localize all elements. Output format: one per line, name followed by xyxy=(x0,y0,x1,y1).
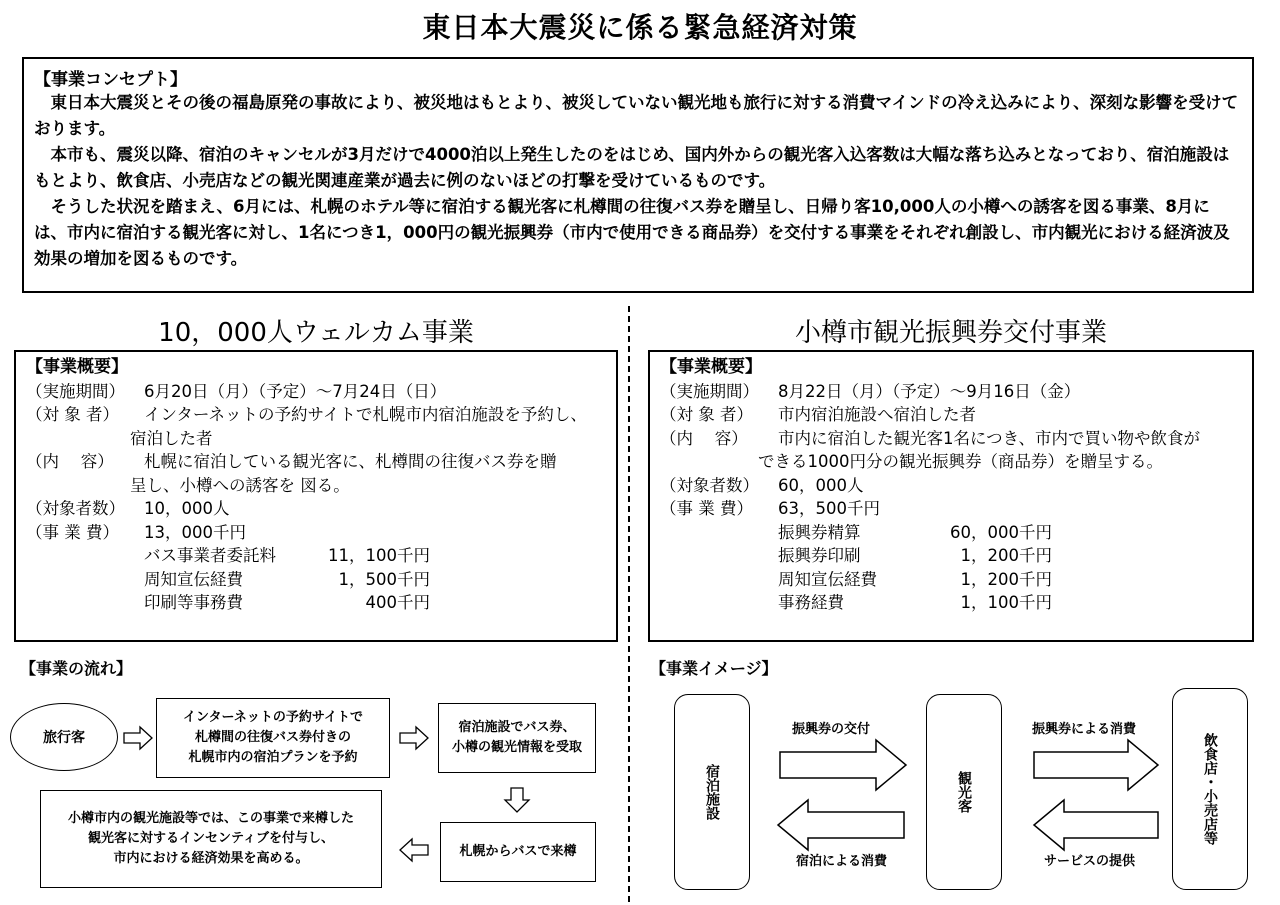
left-overview-heading: 【事業概要】 xyxy=(26,357,128,377)
concept-paragraph-3: そうした状況を踏まえ、6月には、札幌のホテル等に宿泊する観光客に札樽間の往復バス券を贈呈し、日帰り客10,000人の小樽への誘客を図る事業、8月には、市内に宿泊する観光客に対し、1名につき1，000円の観光振興券（市内で使用できる商品券）を交付する事業をそれぞれ創設し、市内観光における経済波及効果の増加を図るものです。 xyxy=(34,197,1230,268)
right-item-amount: 1，200千円 xyxy=(960,546,1052,565)
right-item-name: 事務経費 xyxy=(778,593,844,612)
left-period: 6月20日（月）（予定）～7月24日（日） xyxy=(144,381,447,401)
left-count-label: （対象者数） xyxy=(26,499,125,518)
right-cost: 63，500千円 xyxy=(778,499,880,518)
left-target-label: （対 象 者） xyxy=(26,405,119,424)
flow-step-receive-line: 小樽の観光情報を受取 xyxy=(451,740,582,755)
left-target-1: インターネットの予約サイトで札幌市内宿泊施設を予約し、 xyxy=(144,405,587,424)
right-arrow-icon xyxy=(780,740,906,790)
arrow-label-ticket: 振興券の交付 xyxy=(792,722,871,737)
flow-step-reserve-line: 札樽間の往復バス券付きの xyxy=(194,730,351,745)
left-item-name: 印刷等事務費 xyxy=(144,593,243,612)
right-count-label: （対象者数） xyxy=(660,475,759,495)
right-content-1: 市内に宿泊した観光客1名につき、市内で買い物や飲食が xyxy=(778,428,1201,448)
flow-step-effect-line: 小樽市内の観光施設等では、この事業で来樽した xyxy=(67,811,354,826)
left-item-amount: 400千円 xyxy=(365,593,430,612)
left-target-2: 宿泊した者 xyxy=(130,428,213,448)
flow-heading: 【事業の流れ】 xyxy=(20,659,133,678)
concept-paragraph-2: 本市も、震災以降、宿泊のキャンセルが3月だけで4000泊以上発生したのをはじめ、国内外からの観光客入込客数は大幅な落ち込みとなっており、宿泊施設はもとより、飲食店、小売店などの観光関連産業が過去に例のないほどの打撃を受けているものです。 xyxy=(34,145,1230,190)
right-period: 8月22日（月）（予定）～9月16日（金） xyxy=(778,381,1081,401)
left-content-label: （内 容） xyxy=(26,452,114,471)
left-content-1: 札幌に宿泊している観光客に、札樽間の往復バス券を贈 xyxy=(144,452,557,471)
flow-step-receive-line: 宿泊施設でバス券、 xyxy=(458,720,576,735)
hotel-node: 宿泊施設 xyxy=(674,694,750,890)
tourist-node: 観光客 xyxy=(926,694,1002,890)
right-item-name: 振興券印刷 xyxy=(778,546,861,565)
left-item-amount: 1，500千円 xyxy=(338,569,430,589)
concept-paragraph-1: 東日本大震災とその後の福島原発の事故により、被災地はもとより、被災していない観光地も旅行に対する消費マインドの冷え込みにより、深刻な影響を受けております。 xyxy=(34,93,1239,138)
flow-step-reserve-line: 札幌市内の宿泊プランを予約 xyxy=(188,750,358,765)
left-content-2: 呈し、小樽への誘客を 図る。 xyxy=(130,475,350,495)
arrow-label-service: サービスの提供 xyxy=(1044,854,1136,869)
left-item-amount: 11，100千円 xyxy=(328,546,430,565)
left-section-title: 10，000人ウェルカム事業 xyxy=(158,318,474,348)
left-cost: 13，000千円 xyxy=(144,522,246,542)
traveler-node: 旅行客 xyxy=(10,703,118,771)
right-target: 市内宿泊施設へ宿泊した者 xyxy=(778,405,976,424)
right-item-amount: 1，200千円 xyxy=(960,569,1052,589)
left-item-name: 周知宣伝経費 xyxy=(144,569,243,589)
concept-heading: 【事業コンセプト】 xyxy=(34,70,187,90)
left-period-label: （実施期間） xyxy=(26,381,125,401)
page-title: 東日本大震災に係る緊急経済対策 xyxy=(422,11,858,44)
right-period-label: （実施期間） xyxy=(660,381,759,401)
shops-node: 飲食店・小売店等 xyxy=(1172,688,1248,890)
left-arrow-icon xyxy=(1034,800,1158,850)
flow-step-reserve-line: インターネットの予約サイトで xyxy=(183,710,363,725)
arrow-label-consumption: 振興券による消費 xyxy=(1032,722,1137,737)
right-item-name: 振興券精算 xyxy=(778,522,861,542)
right-count: 60，000人 xyxy=(778,475,864,495)
right-content-label: （内 容） xyxy=(660,428,748,448)
right-cost-label: （事 業 費） xyxy=(660,499,753,518)
left-arrow-icon xyxy=(778,800,904,850)
flow-step-effect-line: 市内における経済効果を高める。 xyxy=(113,851,309,866)
right-item-amount: 60，000千円 xyxy=(950,522,1052,542)
right-overview-heading: 【事業概要】 xyxy=(660,357,762,377)
arrow-label-lodging: 宿泊による消費 xyxy=(796,854,888,869)
right-item-name: 周知宣伝経費 xyxy=(778,569,877,589)
right-target-label: （対 象 者） xyxy=(660,405,753,424)
right-section-title: 小樽市観光振興券交付事業 xyxy=(794,318,1107,348)
image-heading: 【事業イメージ】 xyxy=(650,659,778,678)
flow-step-bus: 札幌からバスで来樽 xyxy=(440,822,596,882)
right-arrow-icon xyxy=(1034,740,1158,790)
left-item-name: バス事業者委託料 xyxy=(144,546,276,565)
right-content-2: できる1000円分の観光振興券（商品券）を贈呈する。 xyxy=(758,452,1163,471)
left-cost-label: （事 業 費） xyxy=(26,522,119,542)
flow-step-effect-line: 観光客に対するインセンティブを付与し、 xyxy=(88,831,334,846)
right-item-amount: 1，100千円 xyxy=(960,593,1052,612)
left-count: 10，000人 xyxy=(144,499,230,518)
